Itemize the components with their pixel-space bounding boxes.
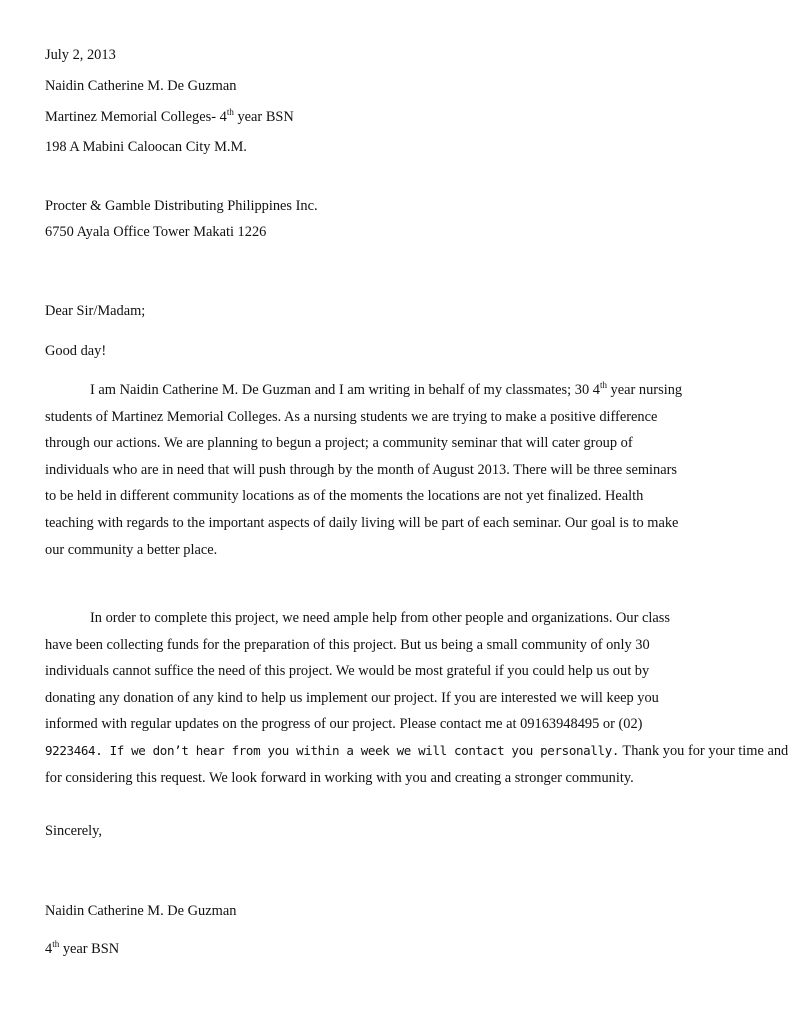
sender-school: Martinez Memorial Colleges- 4th year BSN — [45, 107, 294, 125]
paragraph-line: our community a better place. — [45, 541, 218, 558]
paragraph-line: to be held in different community locations as of the moments the locations are not yet finalized. Health — [45, 488, 644, 505]
salutation: Dear Sir/Madam; — [45, 303, 146, 319]
paragraph-line: teaching with regards to the important aspects of daily living will be part of each seminar. Our goal is to make — [45, 514, 679, 531]
body-paragraph-1 — [45, 377, 723, 563]
signature-name: Naidin Catherine M. De Guzman — [45, 903, 237, 919]
paragraph-line: 9223464. If we don’t hear from you within a week we will contact you personally. Thank you for your time and — [45, 742, 788, 759]
recipient-company: Procter & Gamble Distributing Philippines Inc. — [45, 198, 318, 214]
sender-address: 198 A Mabini Caloocan City M.M. — [45, 139, 247, 155]
paragraph-line: In order to complete this project, we need ample help from other people and organizations. Our class — [90, 610, 670, 626]
body-paragraph-2 — [45, 605, 788, 791]
closing: Sincerely, — [45, 823, 103, 839]
paragraph-line: individuals who are in need that will push through by the month of August 2013. There will be three seminars — [45, 461, 678, 478]
recipient-address: 6750 Ayala Office Tower Makati 1226 — [45, 224, 267, 240]
paragraph-line: I am Naidin Catherine M. De Guzman and I am writing in behalf of my classmates; 30 4th year nursing — [90, 380, 683, 398]
paragraph-line: have been collecting funds for the preparation of this project. But us being a small community of only 30 — [45, 636, 650, 653]
signature-title: 4th year BSN — [45, 939, 120, 957]
paragraph-line: through our actions. We are planning to begun a project; a community seminar that will cater group of — [45, 435, 633, 452]
paragraph-line: informed with regular updates on the progress of our project. Please contact me at 09163948495 or (02) — [45, 716, 643, 733]
paragraph-line: for considering this request. We look forward in working with you and creating a stronger community. — [45, 769, 634, 786]
paragraph-line: individuals cannot suffice the need of this project. We would be most grateful if you could help us out by — [45, 663, 650, 680]
paragraph-line: students of Martinez Memorial Colleges. As a nursing students we are trying to make a positive difference — [45, 408, 658, 425]
sender-name: Naidin Catherine M. De Guzman — [45, 78, 237, 94]
greeting: Good day! — [45, 343, 107, 359]
letter-date: July 2, 2013 — [45, 47, 116, 63]
paragraph-line: donating any donation of any kind to help us implement our project. If you are interested we will keep you — [45, 689, 659, 706]
